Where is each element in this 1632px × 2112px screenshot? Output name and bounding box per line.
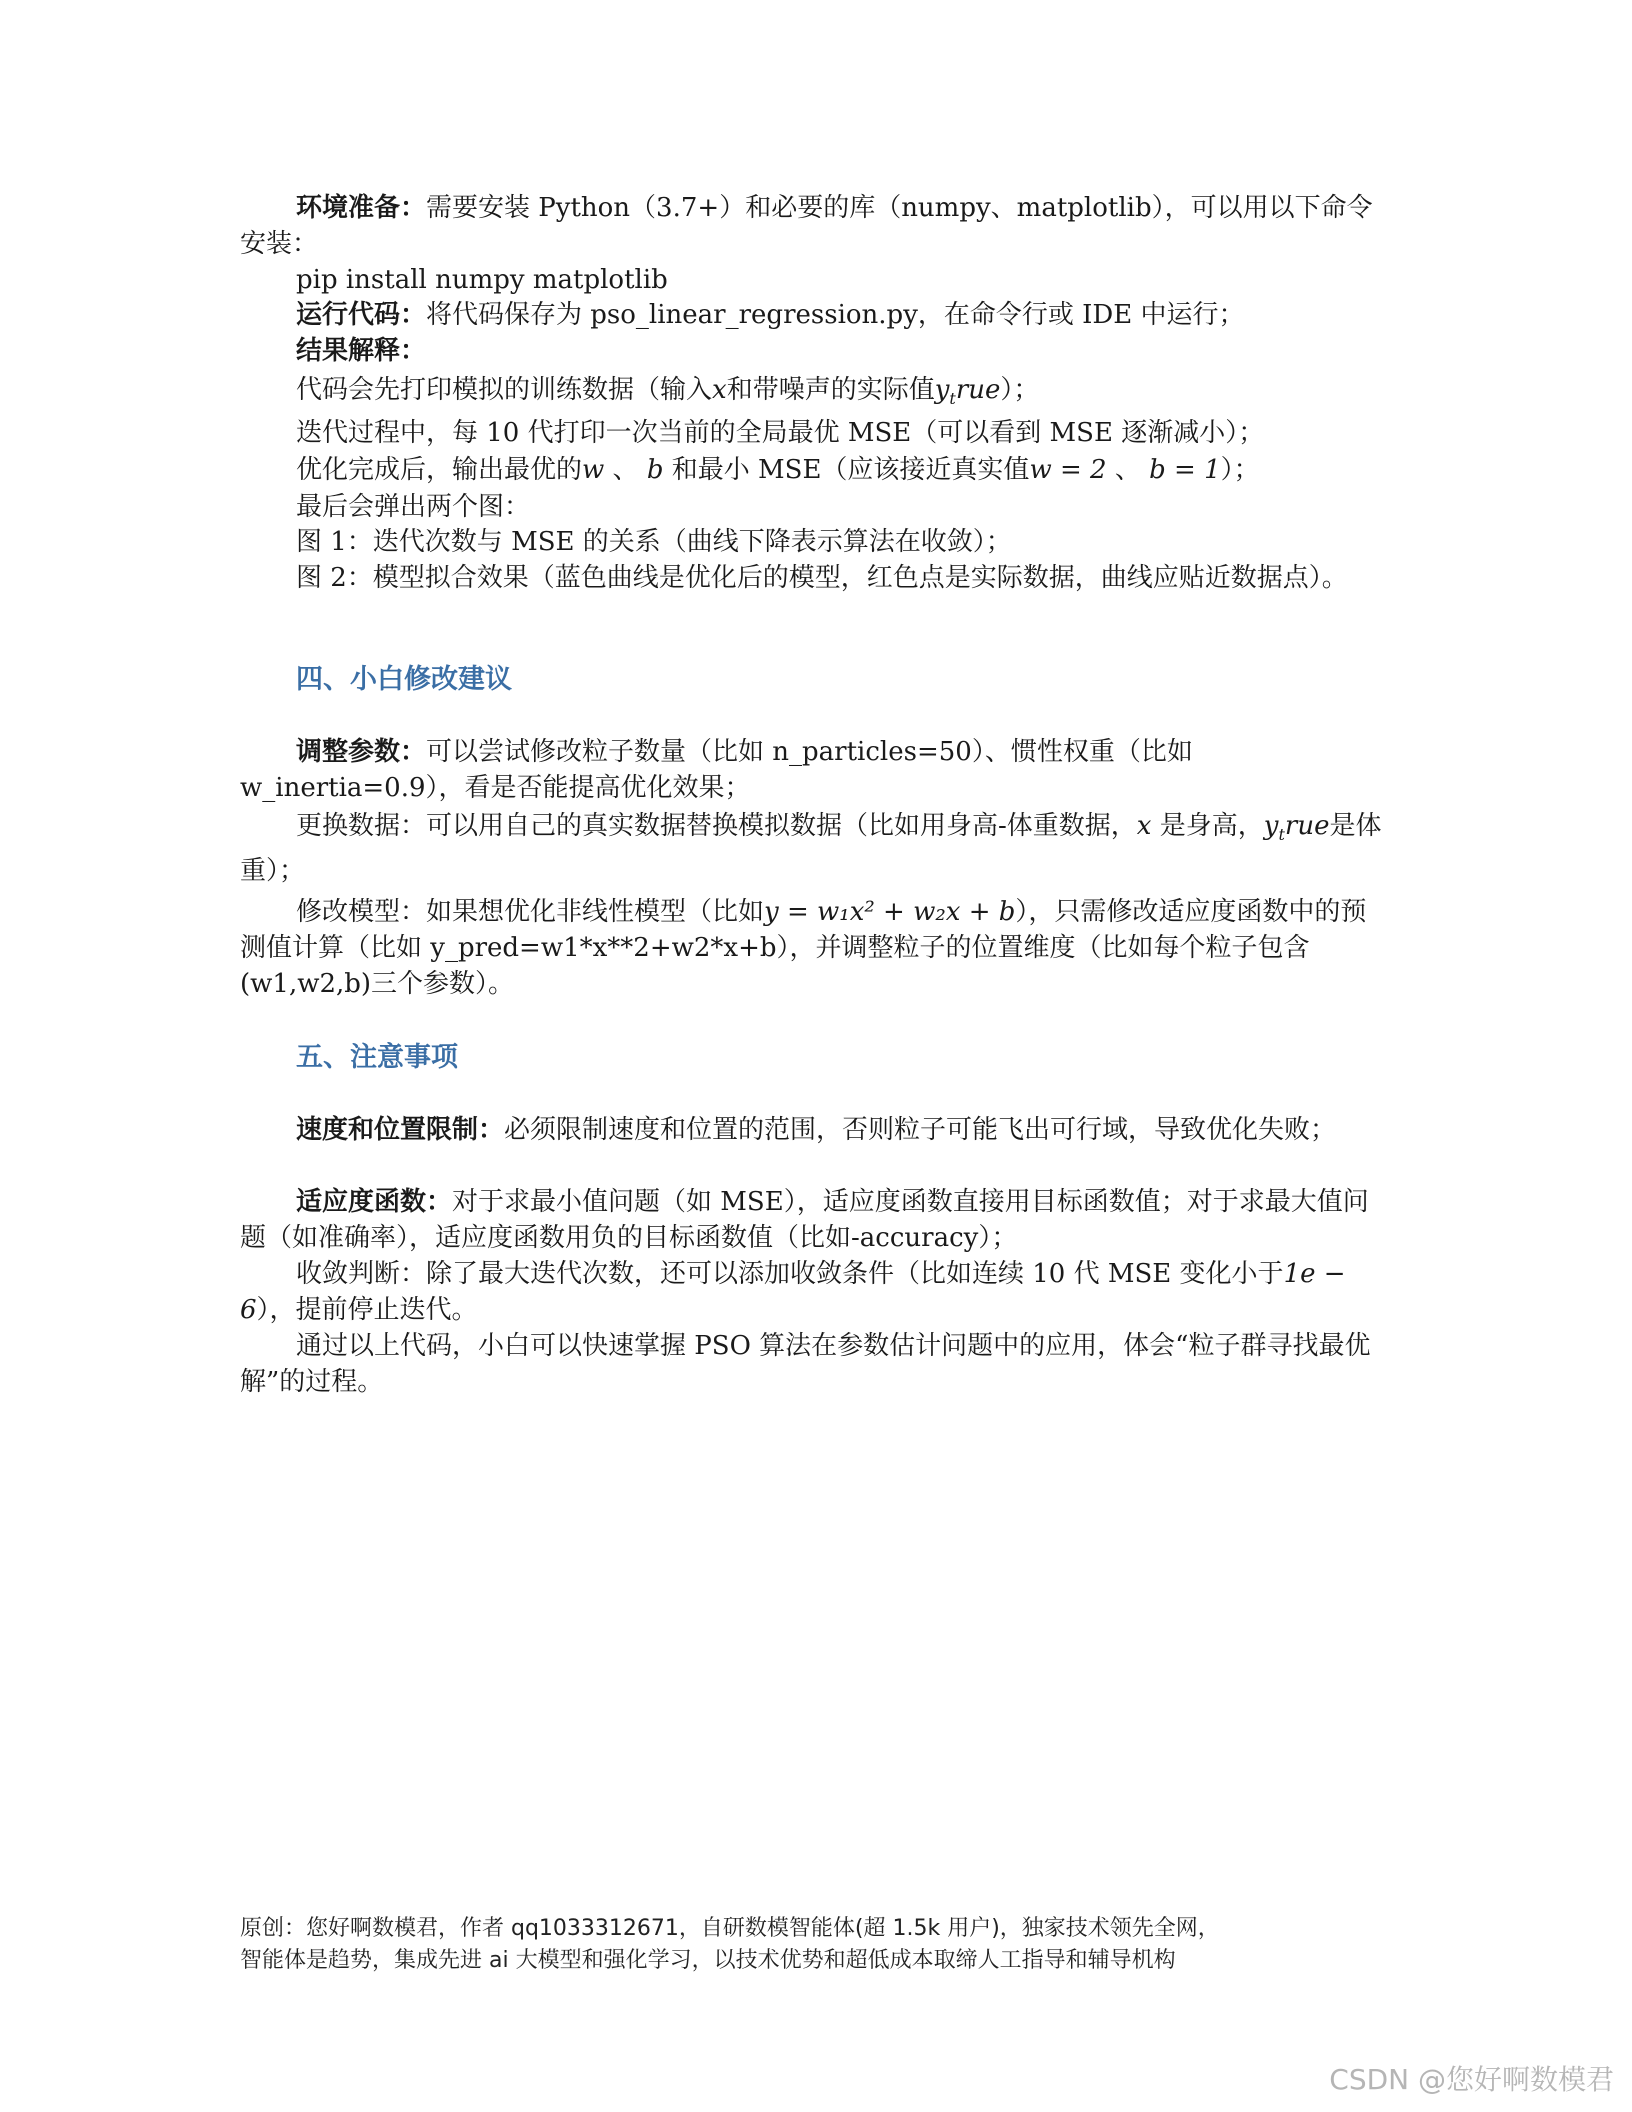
math-x: x	[712, 375, 727, 405]
result-line2: 迭代过程中，每 10 代打印一次当前的全局最优 MSE（可以看到 MSE 逐渐减小）；	[296, 418, 1265, 448]
run-label: 运行代码：	[296, 300, 427, 330]
footer-line1: 原创：您好啊数模君，作者 qq1033312671，自研数模智能体(超 1.5k 用户)，独家技术领先全网，	[240, 1916, 1220, 1941]
install-command: pip install numpy matplotlib	[296, 265, 668, 295]
section4-p3: 修改模型：如果想优化非线性模型（比如y = w₁x² + w₂x + b），只需修改适应度函数中的预测值计算（比如 y_pred=w1*x**2+w2*x+b），并调整粒子的位置维度（比如每个粒子包含(w1,w2,b)三个参数）。	[240, 897, 1367, 999]
footer	[240, 1913, 1390, 1977]
run-text: 将代码保存为 pso_linear_regression.py，在命令行或 IDE 中运行；	[426, 300, 1245, 330]
section4-heading: 四、小白修改建议	[296, 664, 512, 695]
csdn-watermark: CSDN @您好啊数模君	[1329, 2063, 1614, 2096]
env-text: 需要安装 Python（3.7+）和必要的库（numpy、matplotlib），可以用以下命令安装：	[240, 193, 1373, 259]
run-paragraph	[296, 297, 1390, 333]
result-line1: 代码会先打印模拟的训练数据（输入x和带噪声的实际值$y_true$）；	[296, 375, 1040, 409]
section5-heading: 五、注意事项	[296, 1042, 458, 1073]
section5-p1: 速度和位置限制：必须限制速度和位置的范围，否则粒子可能飞出可行域，导致优化失败；	[296, 1115, 1337, 1145]
env-paragraph	[240, 190, 1390, 262]
result-label: 结果解释：	[296, 336, 427, 366]
result-line5: 图 1：迭代次数与 MSE 的关系（曲线下降表示算法在收敛）；	[296, 527, 1012, 557]
result-line4: 最后会弹出两个图：	[296, 492, 531, 522]
section4-p2: 更换数据：可以用自己的真实数据替换模拟数据（比如用身高-体重数据，x 是身高，$y_true$是体重）；	[240, 811, 1382, 887]
section5-p4: 通过以上代码，小白可以快速掌握 PSO 算法在参数估计问题中的应用，体会“粒子群寻找最优解”的过程。	[240, 1331, 1371, 1397]
env-label: 环境准备：	[296, 193, 427, 223]
math-y: y	[934, 375, 950, 405]
section5-p2: 适应度函数：对于求最小值问题（如 MSE），适应度函数直接用目标函数值；对于求最大值问题（如准确率），适应度函数用负的目标函数值（比如-accuracy）；	[240, 1187, 1369, 1253]
result-line3: 优化完成后，输出最优的w 、 b 和最小 MSE（应该接近真实值w = 2 、 b = 1）；	[296, 455, 1260, 485]
model-formula: y = w₁x² + w₂x + b	[764, 897, 1016, 927]
section4-p1: 调整参数：可以尝试修改粒子数量（比如 n_particles=50）、惯性权重（比如 w_inertia=0.9），看是否能提高优化效果；	[240, 737, 1193, 803]
section5-p3: 收敛判断：除了最大迭代次数，还可以添加收敛条件（比如连续 10 代 MSE 变化小于1e − 6），提前停止迭代。	[240, 1259, 1346, 1325]
footer-line2: 智能体是趋势，集成先进 ai 大模型和强化学习，以技术优势和超低成本取缔人工指导和辅导机构	[240, 1948, 1176, 1973]
result-line6: 图 2：模型拟合效果（蓝色曲线是优化后的模型，红色点是实际数据，曲线应贴近数据点）。	[296, 563, 1348, 593]
